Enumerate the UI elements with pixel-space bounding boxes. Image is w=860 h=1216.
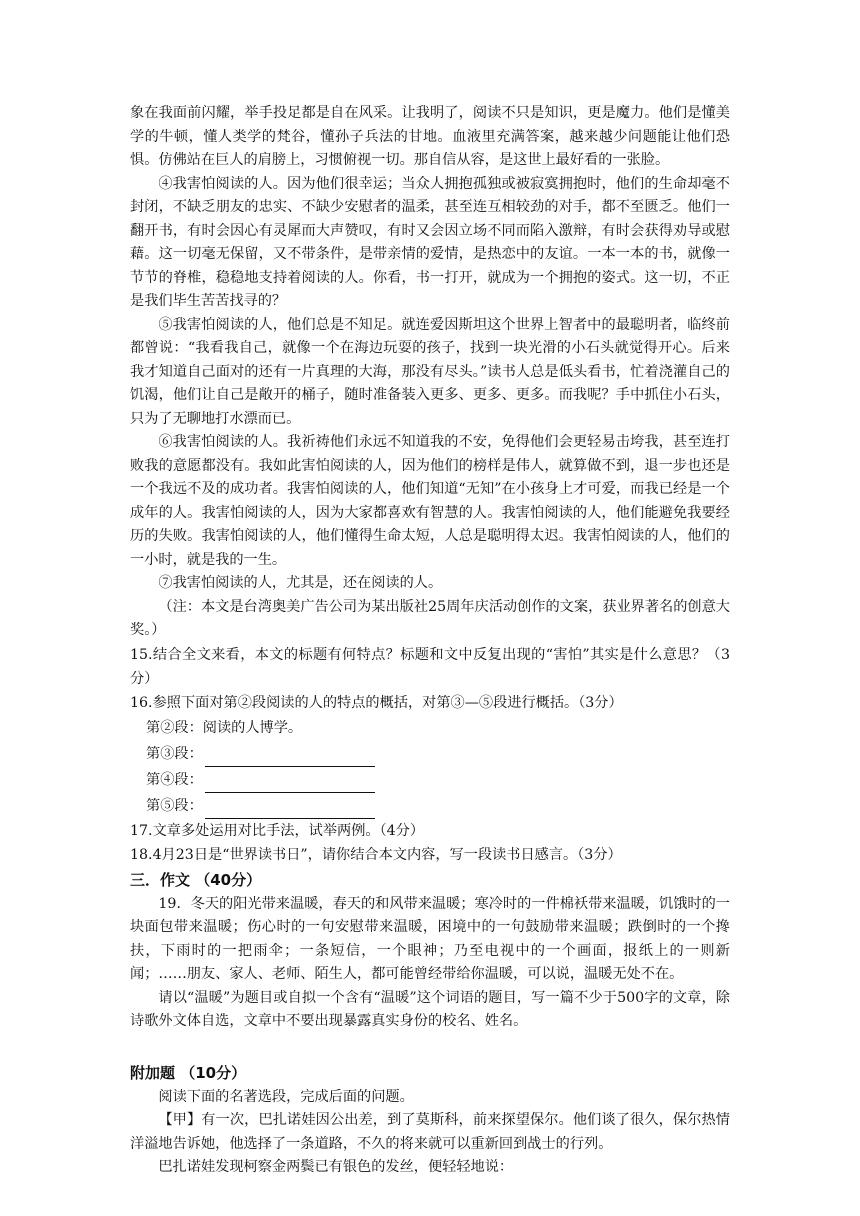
- q16-item-label: 第④段：: [146, 771, 203, 788]
- question-18: 18.4月23日是“世界读书日”，请你结合本文内容，写一段读书日感言。（3分）: [130, 846, 622, 863]
- q16-item-4: [130, 767, 730, 793]
- answer-blank[interactable]: [205, 802, 375, 819]
- passage-note: （注：本文是台湾奥美广告公司为某出版社25周年庆活动创作的文案，获业界著名的创意大奖。）: [130, 598, 730, 638]
- q16-item-5: [130, 793, 730, 819]
- bonus-intro: 阅读下面的名著选段，完成后面的问题。: [158, 1088, 414, 1105]
- q16-item-label: 第②段：阅读的人博学。: [146, 719, 303, 736]
- composition-heading: 三．作文 （40分）: [130, 870, 262, 889]
- paragraph-continued: 象在我面前闪耀，举手投足都是自在风采。让我明了，阅读不只是知识，更是魔力。他们是懂美学的牛顿，懂人类学的梵谷，懂孙子兵法的甘地。血液里充满答案，越来越少问题能让他们恐惧。仿佛站在巨人的肩膀上，习惯俯视一切。那自信从容，是这世上最好看的一张脸。: [130, 105, 730, 168]
- answer-blank[interactable]: [205, 776, 375, 793]
- composition-task: 请以“温暖”为题目或自拟一个含有“温暖”这个词语的题目，写一篇不少于500字的文章，除诗歌外文体自选，文章中不要出现暴露真实身份的校名、姓名。: [130, 989, 730, 1029]
- q16-item-3: [130, 741, 730, 767]
- bonus-excerpt-jia: 【甲】有一次，巴扎诺娃因公出差，到了莫斯科，前来探望保尔。他们谈了很久，保尔热情洋溢地告诉她，他选择了一条道路，不久的将来就可以重新回到战士的行列。: [130, 1112, 730, 1152]
- paragraph-7: ⑦我害怕阅读的人，尤其是，还在阅读的人。: [158, 575, 443, 591]
- q16-item-label: 第⑤段：: [146, 797, 203, 814]
- exam-page: [130, 102, 730, 1180]
- section-spacer: [130, 1034, 730, 1060]
- answer-blank[interactable]: [205, 750, 375, 767]
- paragraph-5: ⑤我害怕阅读的人，他们总是不知足。就连爱因斯坦这个世界上智者中的最聪明者，临终前都曾说：“我看我自己，就像一个在海边玩耍的孩子，找到一块光滑的小石头就觉得开心。后来我才知道自己面对的还有一片真理的大海，那没有尽头。”读书人总是低头看书，忙着浇灌自己的饥渴，他们让自己是敞开的桶子，随时准备装入更多、更多、更多。而我呢？手中抓住小石头，只为了无聊地打水漂而已。: [130, 316, 730, 427]
- composition-prompt: 19．冬天的阳光带来温暖，春天的和风带来温暖；寒冷时的一件棉袄带来温暖，饥饿时的一块面包带来温暖；伤心时的一句安慰带来温暖，困境中的一句鼓励带来温暖；跌倒时的一个搀扶，下雨时的一把雨伞；一条短信，一个眼神；乃至电视中的一个画面，报纸上的一则新闻；……朋友、家人、老师、陌生人，都可能曾经带给你温暖，可以说，温暖无处不在。: [130, 895, 730, 982]
- q16-item-2: [130, 715, 730, 741]
- bonus-heading: 附加题 （10分）: [130, 1063, 247, 1082]
- paragraph-4: ④我害怕阅读的人。因为他们很幸运；当众人拥抱孤独或被寂寞拥抱时，他们的生命却毫不封闭，不缺乏朋友的忠实、不缺少安慰者的温柔，甚至连互相较劲的对手，都不至匮乏。他们一翻开书，有时会因心有灵犀而大声赞叹，有时又会因立场不同而陷入激辩，有时会获得劝导或慰藉。这一切毫无保留，又不带条件，是带亲情的爱情，是热恋中的友谊。一本一本的书，就像一节节的脊椎，稳稳地支持着阅读的人。你看，书一打开，就成为一个拥抱的姿式。这一切，不正是我们毕生苦苦找寻的？: [130, 175, 730, 309]
- q16-item-label: 第③段：: [146, 745, 203, 762]
- question-15: 15.结合全文来看，本文的标题有何特点？标题和文中反复出现的“害怕”其实是什么意思？（3分）: [130, 646, 730, 687]
- paragraph-6: ⑥我害怕阅读的人。我祈祷他们永远不知道我的不安，免得他们会更轻易击垮我，甚至连打败我的意愿都没有。我如此害怕阅读的人，因为他们的榜样是伟人，就算做不到，退一步也还是一个我远不及的成功者。我害怕阅读的人，他们知道“无知”在小孩身上才可爱，而我已经是一个成年的人。我害怕阅读的人，因为大家都喜欢有智慧的人。我害怕阅读的人，他们能避免我要经历的失败。我害怕阅读的人，他们懂得生命太短，人总是聪明得太迟。我害怕阅读的人，他们的一小时，就是我的一生。: [130, 434, 730, 568]
- question-17: 17.文章多处运用对比手法，试举两例。（4分）: [130, 822, 425, 839]
- bonus-excerpt-last: 巴扎诺娃发现柯察金两鬓已有银色的发丝，便轻轻地说：: [158, 1159, 514, 1175]
- question-16: 16.参照下面对第②段阅读的人的特点的概括，对第③—⑤段进行概括。（3分）: [130, 694, 623, 711]
